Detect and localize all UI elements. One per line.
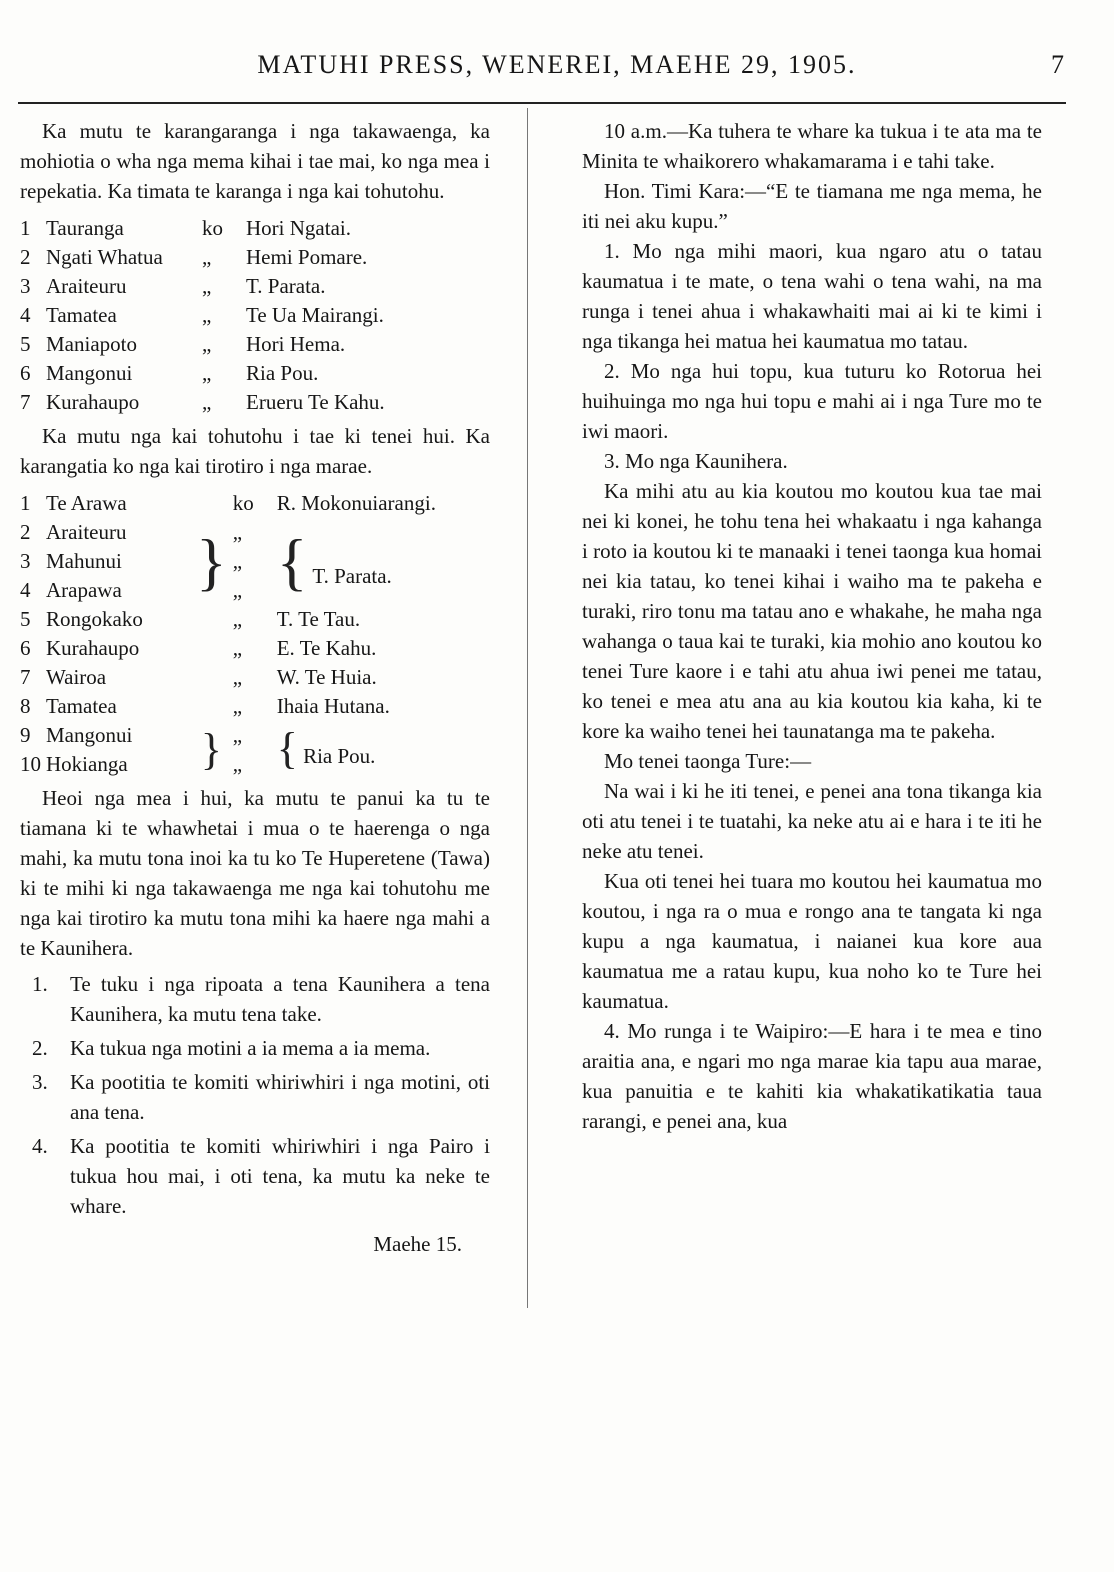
list-item: 6 Kurahaupo „ E. Te Kahu. [20, 636, 377, 660]
list-item: 6 Mangonui „ Ria Pou. [20, 361, 319, 385]
paragraph: Ka mihi atu au kia koutou mo koutou kua tae mai nei ki konei, he tohu tena hei whakaatu i nga kahanga i roto ia koutou ki te manaaki i tenei taonga kua homai nei kia tatau, ko tenei kihai i waiho ma te pakeha e turaki, riro tonu ma tatau ano e whakahe, he maha nga wahanga o taua kai te turaki, kia mohio ano koutou ko tenei Ture kaore i e tahi atu ahua iwi penei me tatau, ko tenei e mea atu ana au kia koutou kia kaha, ki te kore ka waiho tenei hei taunatanga ma te pakeha. [582, 479, 1042, 743]
paragraph: 10 a.m.—Ka tuhera te whare ka tukua i te ata ma te Minita te whaikorero whakamarama i e tahi take. [582, 119, 1042, 173]
right-brace-icon: } [200, 725, 222, 774]
list-item: 1 Te Arawa ko R. Mokonuiarangi. [20, 491, 436, 515]
list-item: 2 Araiteuru } „ { T. Parata. [20, 518, 436, 547]
list-item: 5 Maniapoto „ Hori Hema. [20, 332, 346, 356]
list-item: 4 Tamatea „ Te Ua Mairangi. [20, 303, 384, 327]
newspaper-masthead: MATUHI PRESS, WENEREI, MAEHE 29, 1905. [257, 50, 857, 79]
intro-paragraph: Ka mutu te karangaranga i nga takawaenga, ka mohiotia o wha nga mema kihai i tae mai, ko nga mea i repekatia. Ka timata te karanga i nga kai tohutohu. [20, 119, 490, 203]
paragraph: 4. Mo runga i te Waipiro:—E hara i te mea e tino araitia ana, e ngari mo nga marae kia tapu aua marae, kua panuitia e te kahiti kia whakatikatikatia taua rarangi, e penei ana, kua [582, 1019, 1042, 1133]
list-item: 2. Ka tukua nga motini a ia mema a ia mema. [32, 1036, 431, 1060]
list-item: 3. Ka pootitia te komiti whiriwhiri i nga motini, oti ana tena. [32, 1070, 490, 1124]
section-heading: 3. Mo nga Kaunihera. [604, 449, 788, 473]
tohutohu-close-paragraph: Ka mutu nga kai tohutohu i tae ki tenei hui. Ka karangatia ko nga kai tirotiro i nga marae. [20, 424, 490, 478]
paragraph: Kua oti tenei hei tuara mo koutou hei kaumatua mo koutou, i nga ra o mua e rongo ana te tangata ki nga kupu a nga kaumatua, i naianei kua kore aua kaumatua me a ratau kupu, kua noho ko te Ture hei kaumatua. [582, 869, 1042, 1013]
list-item: 3 Araiteuru „ T. Parata. [20, 274, 326, 298]
left-column [20, 116, 490, 1259]
tohutohu-list [20, 214, 385, 417]
list-item: 7 Wairoa „ W. Te Huia. [20, 665, 377, 689]
dateline: Maehe 15. [373, 1232, 462, 1256]
paragraph: 2. Mo nga hui topu, kua tuturu ko Rotorua hei huihuinga mo nga hui topu e mahi ai i nga Ture mo te iwi maori. [582, 359, 1042, 443]
tirotiro-list [20, 489, 436, 779]
list-item: 1 Tauranga ko Hori Ngatai. [20, 216, 351, 240]
paragraph: Na wai i ki he iti tenei, e penei ana tona tikanga kia oti atu tenei i te tuatahi, ka neke atu ai e hara i te iti he neke atu tenei. [582, 779, 1042, 863]
column-divider [527, 108, 528, 1308]
left-brace-icon: { [276, 525, 308, 597]
right-column [582, 116, 1042, 1136]
list-item: 1. Te tuku i nga ripoata a tena Kaunihera a tena Kaunihera, ka mutu tena take. [32, 972, 490, 1026]
list-item: 4 Arapawa „ [20, 578, 243, 602]
list-item: 8 Tamatea „ Ihaia Hutana. [20, 694, 390, 718]
page-number: 7 [1051, 50, 1064, 79]
list-item: 9 Mangonui } „ { Ria Pou. [20, 721, 436, 750]
left-brace-icon: { [276, 724, 298, 773]
list-item: 4. Ka pootitia te komiti whiriwhiri i nga Pairo i tukua hou mai, i oti tena, ka mutu ka neke te whare. [32, 1134, 490, 1218]
header-rule [18, 102, 1066, 104]
list-item: 2 Ngati Whatua „ Hemi Pomare. [20, 245, 368, 269]
list-item: 3 Mahunui „ [20, 549, 243, 573]
list-item: 7 Kurahaupo „ Erueru Te Kahu. [20, 390, 385, 414]
section-heading: Mo tenei taonga Ture:— [604, 749, 812, 773]
paragraph: Hon. Timi Kara:—“E te tiamana me nga mema, he iti nei aku kupu.” [582, 179, 1042, 233]
heoi-paragraph: Heoi nga mea i hui, ka mutu te panui ka tu te tiamana ki te whawhetai i mua o te haerenga o nga mahi, ka mutu tona inoi ka tu ko Te Huperetene (Tawa) ki te mihi ki nga takawaenga me nga kai tohutohu me nga kai tirotiro ka mutu tona mihi ka haere nga mahi a te Kaunihera. [20, 786, 490, 960]
motions-list [20, 969, 490, 1221]
list-item: 10 Hokianga „ [20, 752, 243, 776]
paragraph: 1. Mo nga mihi maori, kua ngaro atu o tatau kaumatua i te mate, o tena wahi o tena wahi, na ma runga i tenei ahua i whakawhaiti mai ai ki te kimi i nga tikanga hei matua hei kaumatua mo tatau. [582, 239, 1042, 353]
list-item: 5 Rongokako „ T. Te Tau. [20, 607, 361, 631]
page-header [0, 50, 1114, 90]
right-brace-icon: } [196, 525, 227, 597]
